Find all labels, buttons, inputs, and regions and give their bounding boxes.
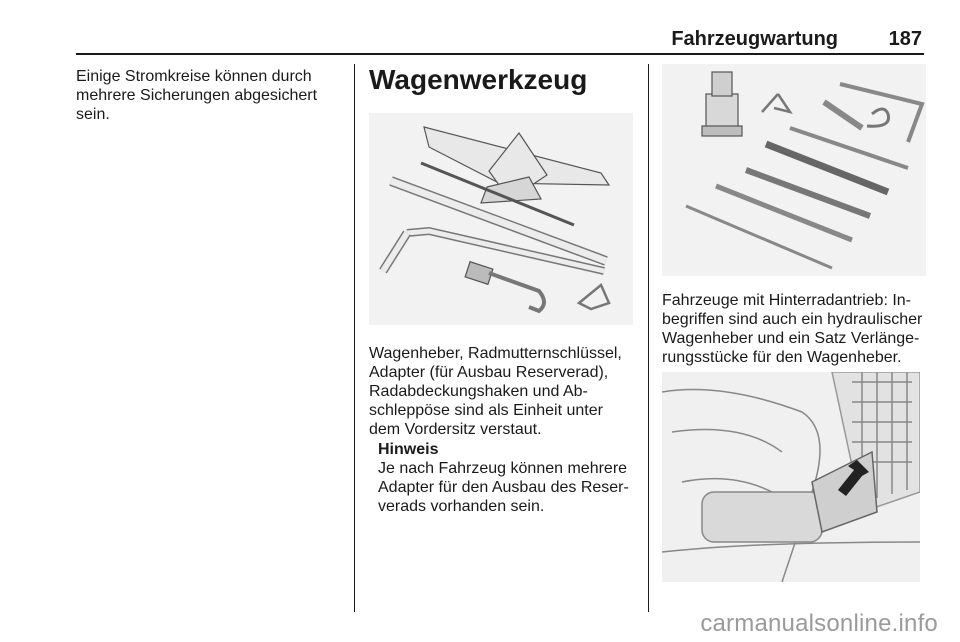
- text-line: rungsstücke für den Wagenheber.: [662, 349, 902, 366]
- text-line: Fahrzeuge mit Hinterradantrieb: In-: [662, 292, 911, 309]
- column-divider-right: [648, 64, 649, 612]
- text-line: sein.: [76, 106, 110, 123]
- note-block: [378, 440, 640, 516]
- text-line: Je nach Fahrzeug können mehrere: [378, 460, 628, 477]
- page-number: 187: [888, 28, 922, 50]
- column-divider-left: [354, 64, 355, 612]
- tool-description: [369, 344, 639, 439]
- section-heading: Wagenwerkzeug: [369, 64, 588, 95]
- text-line: Radabdeckungshaken und Ab-: [369, 383, 588, 400]
- watermark: carmanualsonline.info: [700, 610, 938, 637]
- rear-drive-caption: [662, 291, 952, 367]
- text-line: schleppöse sind als Einheit unter: [369, 402, 603, 419]
- text-line: Einige Stromkreise können durch: [76, 68, 312, 85]
- tool-kit-illustration: [369, 113, 633, 325]
- text-line: Adapter (für Ausbau Reserverad),: [369, 364, 609, 381]
- note-title: Hinweis: [378, 441, 439, 458]
- left-column-text: [76, 67, 346, 124]
- text-line: mehrere Sicherungen abgesichert: [76, 87, 318, 104]
- header-rule: [76, 53, 924, 55]
- text-line: begriffen sind auch ein hydraulischer: [662, 311, 923, 328]
- text-line: Wagenheber und ein Satz Verlänge-: [662, 330, 920, 347]
- hydraulic-jack-illustration: [662, 64, 926, 276]
- seat-storage-photo: [662, 372, 920, 582]
- text-line: verads vorhanden sein.: [378, 498, 545, 515]
- text-line: dem Vordersitz verstaut.: [369, 421, 542, 438]
- section-title: Fahrzeugwartung: [671, 28, 838, 50]
- text-line: Adapter für den Ausbau des Reser-: [378, 479, 629, 496]
- text-line: Wagenheber, Radmutternschlüssel,: [369, 345, 622, 362]
